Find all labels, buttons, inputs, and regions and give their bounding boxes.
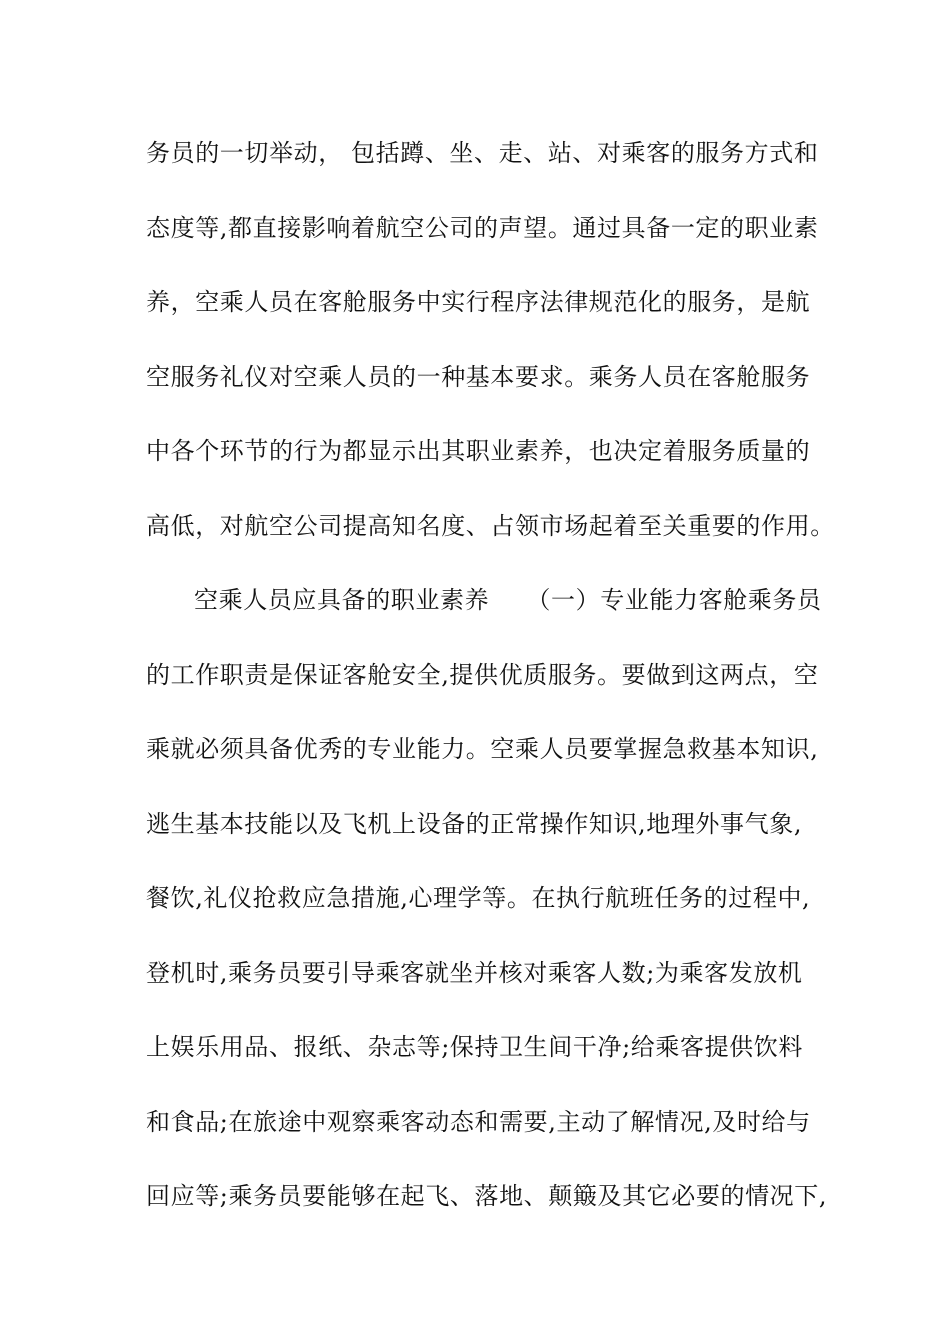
text-line: 餐饮,礼仪抢救应急措施,心理学等。在执行航班任务的过程中, [146,884,811,912]
paragraph-start-line: 空乘人员应具备的职业素养 （一）专业能力客舱乘务员 [194,586,822,614]
text-line: 务员的一切举动， 包括蹲、坐、走、站、对乘客的服务方式和 [146,139,819,167]
text-line: 态度等,都直接影响着航空公司的声望。通过具备一定的职业素 [146,213,819,242]
text-line: 回应等;乘务员要能够在起飞、落地、颠簸及其它必要的情况下, [146,1182,828,1210]
text-line: 的工作职责是保证客舱安全,提供优质服务。要做到这两点，空 [146,660,819,689]
text-line: 空服务礼仪对空乘人员的一种基本要求。乘务人员在客舱服务 [146,362,811,391]
text-line: 中各个环节的行为都显示出其职业素养，也决定着服务质量的 [146,437,811,465]
text-line: 上娱乐用品、报纸、杂志等;保持卫生间干净;给乘客提供饮料 [146,1033,803,1061]
text-line: 登机时,乘务员要引导乘客就坐并核对乘客人数;为乘客发放机 [146,958,803,987]
text-line: 养，空乘人员在客舱服务中实行程序法律规范化的服务，是航 [146,288,811,316]
text-line: 高低，对航空公司提高知名度、占领市场起着至关重要的作用。 [146,511,835,540]
text-line: 和食品;在旅途中观察乘客动态和需要,主动了解情况,及时给与 [146,1107,811,1136]
text-line: 乘就必须具备优秀的专业能力。空乘人员要掌握急救基本知识, [146,735,819,763]
text-line: 逃生基本技能以及飞机上设备的正常操作知识,地理外事气象, [146,809,803,838]
body-text [146,131,835,1249]
